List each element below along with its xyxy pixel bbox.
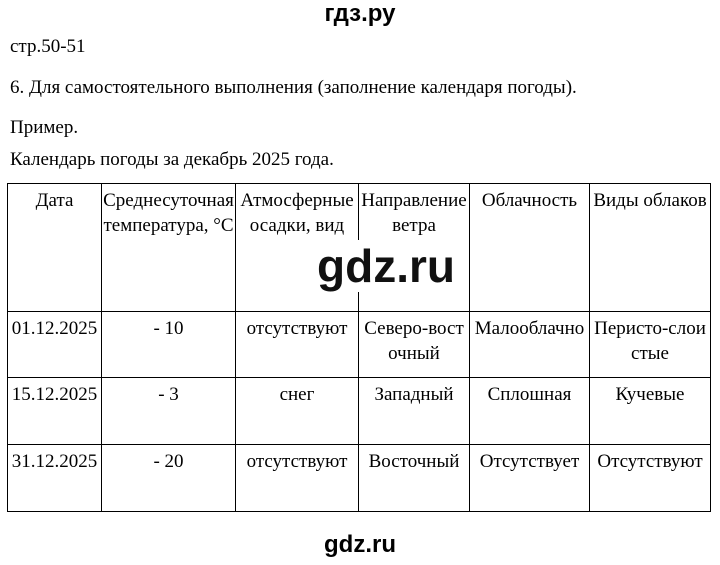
header-wind-direction: Направление ветра (359, 184, 470, 312)
cell-cloudiness: Сплошная (470, 378, 590, 445)
page-reference: стр.50-51 (10, 36, 86, 57)
cell-temperature: - 3 (102, 378, 236, 445)
cell-cloud-types: Отсутствуют (590, 445, 711, 512)
site-footer-logo: gdz.ru (324, 531, 396, 558)
cell-temperature: - 20 (102, 445, 236, 512)
site-header-logo: гдз.ру (324, 0, 396, 27)
cell-temperature: - 10 (102, 312, 236, 378)
table-row (8, 445, 711, 512)
cell-date: 01.12.2025 (8, 312, 102, 378)
header-avg-temperature: Среднесуточная температура, °C (102, 184, 236, 312)
table-row (8, 312, 711, 378)
cell-wind: Западный (359, 378, 470, 445)
example-label: Пример. (10, 117, 79, 138)
table-row (8, 378, 711, 445)
weather-calendar-table (7, 183, 711, 512)
cell-date: 31.12.2025 (8, 445, 102, 512)
task-statement: 6. Для самостоятельного выполнения (заполнение календаря погоды). (10, 77, 577, 98)
header-precipitation: Атмосферные осадки, вид (236, 184, 359, 312)
cell-cloud-types: Кучевые (590, 378, 711, 445)
header-cloudiness: Облачность (470, 184, 590, 312)
cell-precipitation: отсутствуют (236, 445, 359, 512)
cell-cloudiness: Малооблачно (470, 312, 590, 378)
cell-precipitation: отсутствуют (236, 312, 359, 378)
header-cloud-types: Виды облаков (590, 184, 711, 312)
cell-wind: Восточный (359, 445, 470, 512)
table-caption: Календарь погоды за декабрь 2025 года. (10, 149, 334, 170)
cell-wind: Северо-восточный (359, 312, 470, 378)
watermark-logo: gdz.ru (317, 240, 455, 292)
cell-cloudiness: Отсутствует (470, 445, 590, 512)
header-date: Дата (8, 184, 102, 312)
cell-cloud-types: Перисто-слоистые (590, 312, 711, 378)
cell-date: 15.12.2025 (8, 378, 102, 445)
cell-precipitation: снег (236, 378, 359, 445)
